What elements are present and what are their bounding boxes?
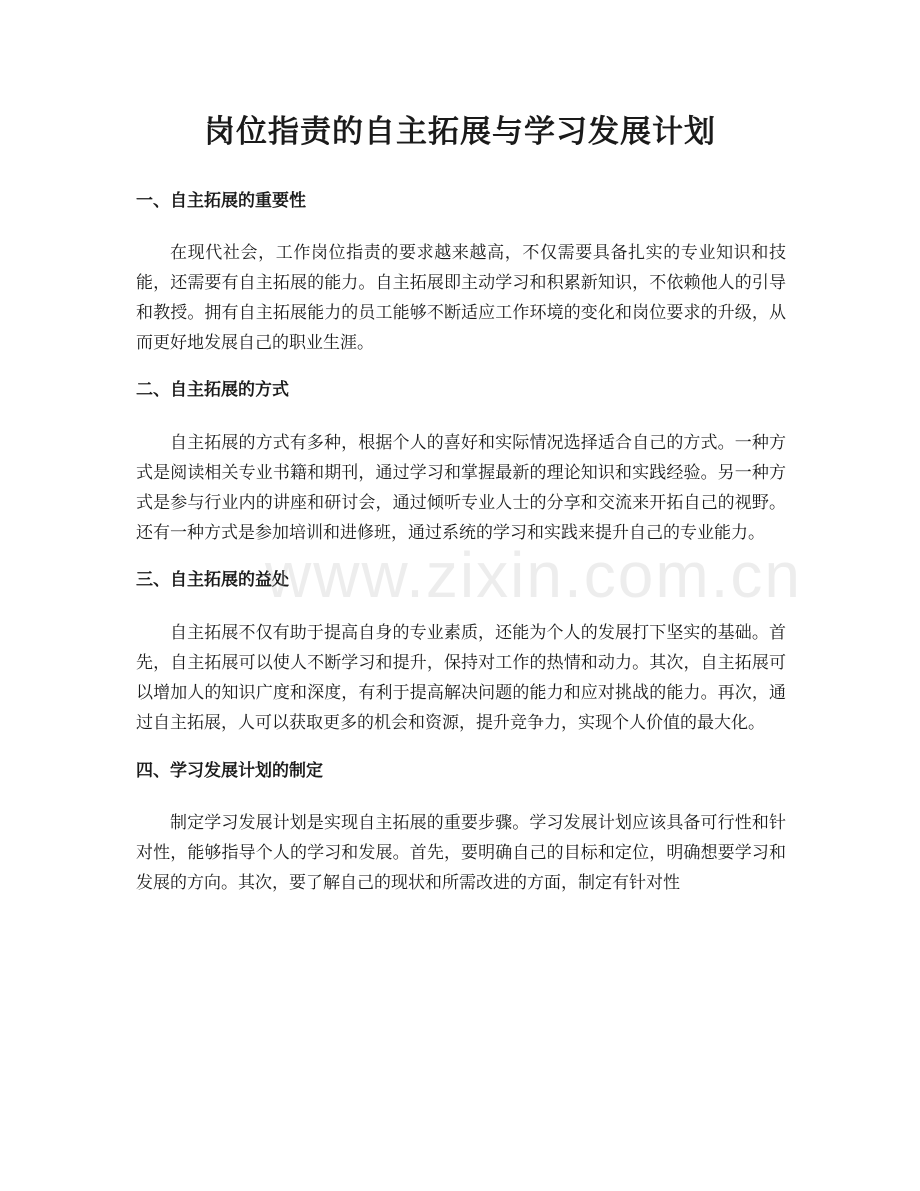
document-title: 岗位指责的自主拓展与学习发展计划 (204, 114, 716, 150)
section-heading-3: 三、自主拓展的益处 (136, 570, 289, 590)
section-paragraph-2: 自主拓展的方式有多种，根据个人的喜好和实际情况选择适合自己的方式。一种方式是阅读相关专业书籍和期刊，通过学习和掌握最新的理论知识和实践经验。另一种方式是参与行业内的讲座和研讨会，通过倾听专业人士的分享和交流来开拓自己的视野。还有一种方式是参加培训和进修班，通过系统的学习和实践来提升自己的专业能力。 (136, 433, 786, 543)
watermark: www.zixin.com.cn (265, 539, 802, 611)
section-heading-2: 二、自主拓展的方式 (136, 380, 289, 400)
section-paragraph-3: 自主拓展不仅有助于提高自身的专业素质，还能为个人的发展打下坚实的基础。首先，自主拓展可以使人不断学习和提升，保持对工作的热情和动力。其次，自主拓展可以增加人的知识广度和深度，有利于提高解决问题的能力和应对挑战的能力。再次，通过自主拓展，人可以获取更多的机会和资源，提升竞争力，实现个人价值的最大化。 (136, 623, 786, 733)
section-heading-1: 一、自主拓展的重要性 (136, 191, 306, 211)
document-body (136, 186, 786, 898)
section-heading-4: 四、学习发展计划的制定 (136, 761, 323, 781)
section-paragraph-4: 制定学习发展计划是实现自主拓展的重要步骤。学习发展计划应该具备可行性和针对性，能够指导个人的学习和发展。首先，要明确自己的目标和定位，明确想要学习和发展的方向。其次，要了解自己的现状和所需改进的方面，制定有针对性 (136, 813, 786, 893)
section-paragraph-1: 在现代社会，工作岗位指责的要求越来越高，不仅需要具备扎实的专业知识和技能，还需要有自主拓展的能力。自主拓展即主动学习和积累新知识，不依赖他人的引导和教授。拥有自主拓展能力的员工能够不断适应工作环境的变化和岗位要求的升级，从而更好地发展自己的职业生涯。 (136, 243, 786, 353)
